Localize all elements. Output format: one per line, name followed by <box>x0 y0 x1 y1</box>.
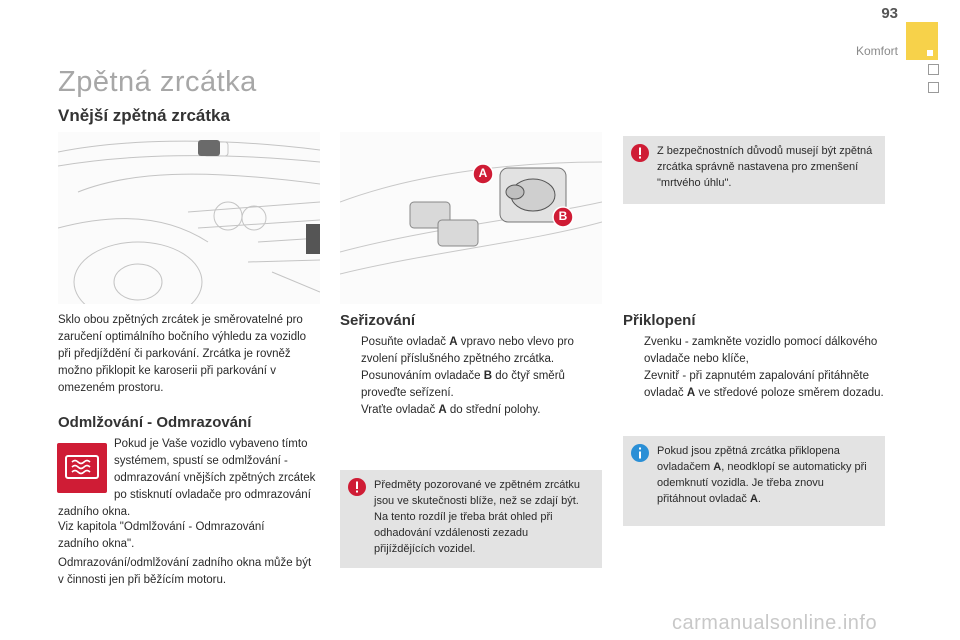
safety-warning-box <box>623 136 885 204</box>
list-item: Posuňte ovladač A vpravo nebo vlevo pro zvolení příslušného zpětného zrcátka. <box>361 336 574 365</box>
section-tab-active <box>906 22 938 60</box>
page-subtitle: Vnější zpětná zrcátka <box>58 106 230 125</box>
list-item: Posunováním ovladače B do čtyř směrů proveďte seřízení. <box>361 370 565 399</box>
folding-heading: Přiklopení <box>623 312 696 329</box>
list-item: Vraťte ovladač A do střední polohy. <box>361 404 541 416</box>
distance-warning-box <box>340 470 602 568</box>
label-b: B <box>558 209 568 223</box>
defog-paragraph-block <box>58 436 320 521</box>
intro-paragraph: Sklo obou zpětných zrcátek je směrovatelné pro zaručení optimálního bočního výhledu za vozidlo při předjíždění či parkování. Zrcátka je rovněž možno přiklopit ke karoserii při parkování v omezeném prostoru. <box>58 314 307 394</box>
adjustment-steps <box>340 334 602 419</box>
defog-paragraph: Pokud je Vaše vozidlo vybaveno tímto systémem, spustí se odmlžování - odmrazování vnějších zpětných zrcátek po stisknutí ovladače pro odmrazování zadního okna. <box>58 438 316 518</box>
section-name: Komfort <box>855 44 898 58</box>
distance-warning-text: Předměty pozorované ve zpětném zrcátku jsou ve skutečnosti blíže, než se zdají být. Na tento rozdíl je třeba brát ohled při odhadování vzdálenosti zezadu přijíždějících vozidel. <box>374 479 581 555</box>
watermark: carmanualsonline.info <box>672 612 878 634</box>
list-item: Zevnitř - při zapnutém zapalování přitáhněte ovladač A ve středové poloze směrem dozadu. <box>644 370 884 399</box>
adjustment-heading: Seřizování <box>340 312 416 329</box>
folding-info-box <box>623 436 885 526</box>
label-a: A <box>478 166 488 180</box>
info-icon <box>631 444 649 462</box>
section-tab <box>928 64 939 75</box>
warning-icon <box>348 478 366 496</box>
folding-info-text: Pokud jsou zpětná zrcátka přiklopena ovladačem A, neodklopí se automaticky při odemknutí vozidla. Je třeba znovu přitáhnout ovladač A. <box>657 445 867 505</box>
defog-reference: Viz kapitola "Odmlžování - Odmrazování zadního okna". <box>58 521 265 550</box>
mirror-control-illustration <box>340 132 602 304</box>
folding-steps <box>623 334 885 402</box>
section-tab <box>928 82 939 93</box>
safety-warning-text: Z bezpečnostních důvodů musejí být zpětná zrcátka správně nastavena pro zmenšení "mrtvého úhlu". <box>657 145 873 189</box>
defog-heading: Odmlžování - Odmrazování <box>58 414 252 431</box>
defog-note: Odmrazování/odmlžování zadního okna může být v činnosti jen při běžícím motoru. <box>58 557 312 586</box>
warning-icon <box>631 144 649 162</box>
page-title: Zpětná zrcátka <box>58 66 257 98</box>
list-item: Zvenku - zamkněte vozidlo pomocí dálkového ovladače nebo klíče, <box>644 336 878 365</box>
page-number: 93 <box>881 5 898 22</box>
dashboard-illustration <box>58 132 320 304</box>
